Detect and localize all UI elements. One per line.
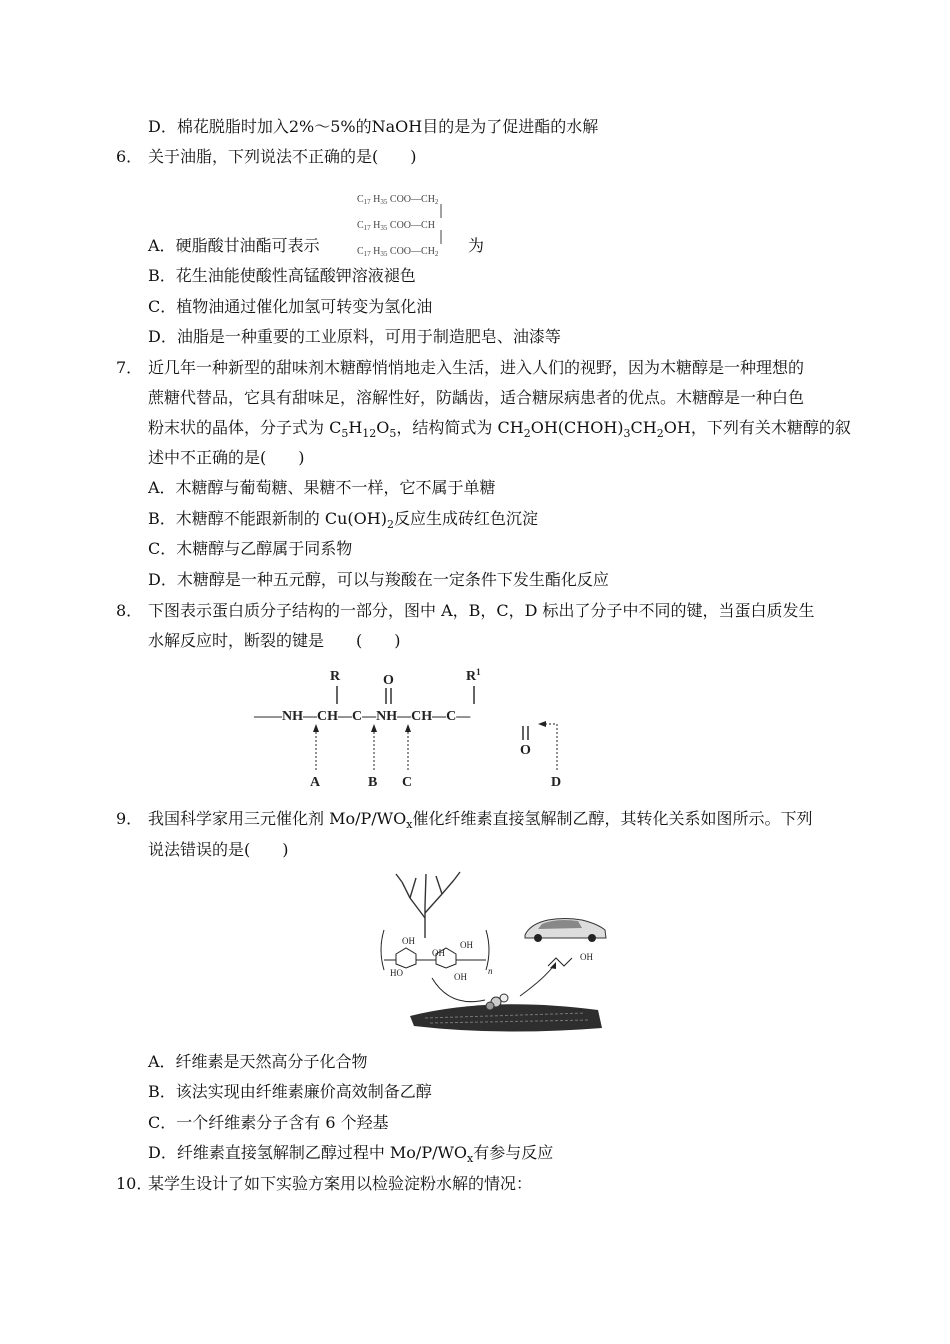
car-icon	[525, 919, 606, 943]
q7-option-a: A．木糖醇与葡萄糖、果糖不一样，它不属于单糖	[148, 478, 496, 497]
q6-option-a	[148, 236, 320, 256]
q7-option-d: D．木糖醇是一种五元醇，可以与羧酸在一定条件下发生酯化反应	[148, 570, 609, 589]
q10-number: 10．	[116, 1174, 153, 1193]
q9-option-b: B．该法实现由纤维素廉价高效制备乙醇	[148, 1082, 432, 1101]
cellulose-conversion-figure	[370, 868, 610, 1033]
q6-option-a-suffix: 为	[468, 236, 485, 255]
arrow-to-ethanol	[520, 964, 555, 996]
option-label: D．	[148, 117, 177, 136]
formula-row-1: $C_{17}$ $H_{35}$ $COO—CH_2$	[357, 194, 439, 206]
oh-label: OH	[432, 948, 445, 958]
ethanol-chain	[548, 958, 572, 966]
q8-number: 8．	[116, 601, 143, 620]
q6-option-b: B．花生油能使酸性高锰酸钾溶液褪色	[148, 266, 416, 285]
q7-number: 7．	[116, 358, 143, 377]
q8-line-1: 下图表示蛋白质分子结构的一部分，图中 A，B，C，D 标出了分子中不同的键，当蛋白质发生	[148, 601, 815, 620]
catalyst-surface	[410, 994, 602, 1032]
carbonyl-oxygen-bottom: O	[520, 743, 531, 758]
q7-line-4: 述中不正确的是( )	[148, 448, 305, 467]
ho-label: HO	[390, 968, 403, 978]
formula-row-2: $C_{17}$ $H_{35}$ COO—CH	[357, 220, 435, 232]
q10-stem: 某学生设计了如下实验方案用以检验淀粉水解的情况：	[148, 1174, 533, 1193]
q9-option-c: C．一个纤维素分子含有 6 个羟基	[148, 1113, 389, 1132]
label-a: A	[310, 775, 321, 790]
option-text: 棉花脱脂时加入2%～5%的NaOH目的是为了促进酯的水解	[176, 117, 599, 136]
q7-line-2: 蔗糖代替品，它具有甜味足，溶解性好，防龋齿，适合糖尿病患者的优点。木糖醇是一种白色	[148, 388, 805, 407]
oh-label: OH	[454, 972, 467, 982]
formula-row-3: $C_{17}$ $H_{35}$ $COO—CH_2$	[357, 246, 439, 258]
oh-label: OH	[460, 940, 473, 950]
q9-number: 9．	[116, 809, 143, 828]
q6-stem: 关于油脂，下列说法不正确的是( )	[148, 147, 417, 166]
glyceride-formula	[355, 190, 465, 260]
oh-label: OH	[402, 936, 415, 946]
arrow-d	[540, 724, 557, 770]
r-group: R	[330, 669, 341, 684]
ethanol-oh: OH	[580, 952, 593, 962]
q8-line-2: 水解反应时，断裂的键是 ( )	[148, 631, 401, 650]
option-text: 硬脂酸甘油酯可表示	[175, 236, 320, 255]
q7-line-1: 近几年一种新型的甜味剂木糖醇悄悄地走入生活，进入人们的视野，因为木糖醇是一种理想的	[148, 358, 805, 377]
tree-icon	[396, 872, 460, 938]
q6-option-d: D．油脂是一种重要的工业原料，可用于制造肥皂、油漆等	[148, 327, 561, 346]
q9-line-1: 我国科学家用三元催化剂 $Mo/P/WO_x$催化纤维素直接氢解制乙醇，其转化关系如图所示。下列	[148, 809, 813, 832]
q7-option-b: B．木糖醇不能跟新制的 $Cu(OH)_2$反应生成砖红色沉淀	[148, 509, 538, 532]
q9-option-d: D．纤维素直接氢解制乙醇过程中 $Mo/P/WO_x$有参与反应	[148, 1143, 554, 1166]
q6-number: 6．	[116, 147, 143, 166]
peptide-chain: ——NH—CH—C—NH—CH—C—	[254, 709, 471, 724]
q9-line-2: 说法错误的是( )	[148, 840, 289, 859]
repeat-n: n	[488, 966, 493, 976]
q7-option-c: C．木糖醇与乙醇属于同系物	[148, 539, 353, 558]
r1-group: $R^1$	[466, 667, 481, 684]
label-d: D	[551, 775, 562, 790]
label-b: B	[368, 775, 378, 790]
q9-option-a: A．纤维素是天然高分子化合物	[148, 1052, 368, 1071]
carbonyl-oxygen-top: O	[383, 673, 394, 688]
option-label: A．	[148, 236, 176, 255]
protein-structure-diagram	[250, 662, 570, 792]
q5-option-d	[148, 117, 598, 137]
q7-line-3: 粉末状的晶体，分子式为 $C_5H_{12}O_5$，结构简式为 $CH_2OH(CHOH)_3CH_2OH$，下列有关木糖醇的叙	[148, 418, 851, 441]
label-c: C	[402, 775, 413, 790]
q6-option-c: C．植物油通过催化加氢可转变为氢化油	[148, 297, 433, 316]
